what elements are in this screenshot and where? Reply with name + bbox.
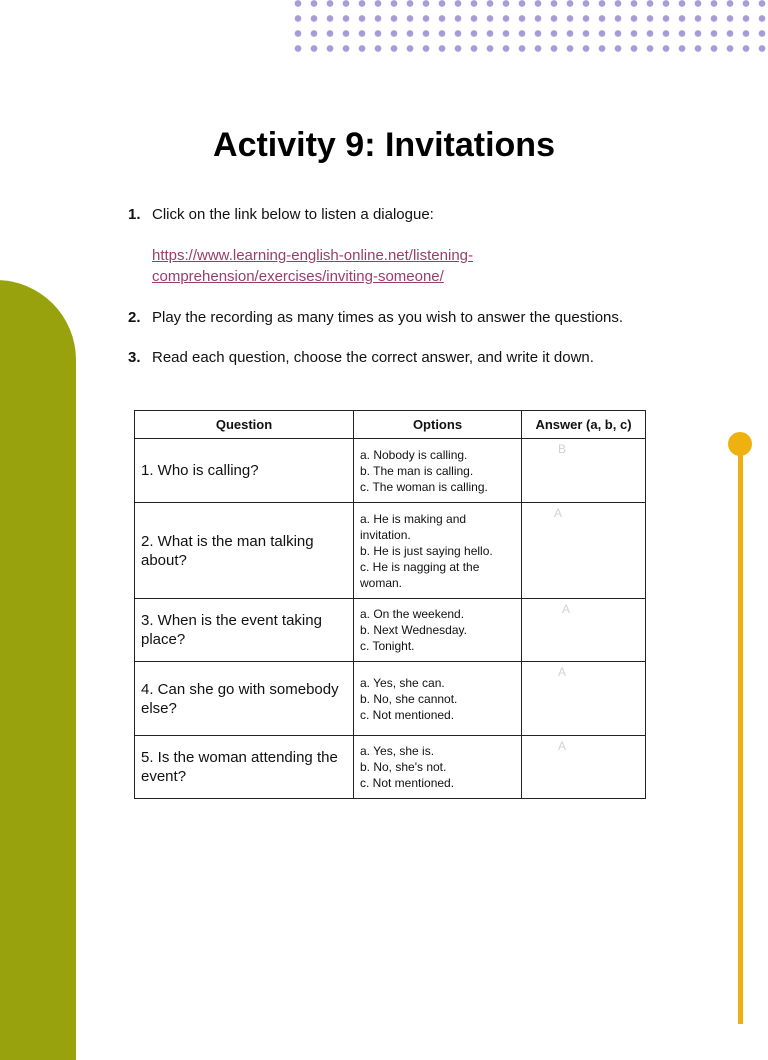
option-a: a. On the weekend. bbox=[360, 607, 465, 621]
question-cell: 4. Can she go with somebody else? bbox=[135, 662, 354, 736]
question-cell: 2. What is the man talking about? bbox=[135, 503, 354, 599]
table-row bbox=[135, 599, 646, 662]
answer-cell[interactable] bbox=[522, 439, 646, 503]
answer-cell[interactable] bbox=[522, 503, 646, 599]
option-b: b. He is just saying hello. bbox=[360, 543, 493, 558]
table-row bbox=[135, 662, 646, 736]
option-c: c. Not mentioned. bbox=[360, 707, 455, 722]
header-answer: Answer (a, b, c) bbox=[522, 411, 646, 439]
instruction-1-text: Click on the link below to listen a dialogue: bbox=[152, 206, 434, 223]
table-row bbox=[135, 736, 646, 799]
answer-cell[interactable] bbox=[522, 599, 646, 662]
decorative-dot-grid bbox=[290, 0, 768, 54]
option-a: a. He is making and invitation. bbox=[360, 511, 467, 542]
option-a: a. Yes, she can. bbox=[360, 675, 445, 690]
table-row bbox=[135, 439, 646, 503]
options-cell bbox=[354, 662, 522, 736]
instruction-2 bbox=[128, 309, 623, 326]
decorative-orange-line bbox=[738, 448, 743, 1024]
options-cell bbox=[354, 439, 522, 503]
option-c: c. Tonight. bbox=[360, 639, 415, 653]
option-b: b. The man is calling. bbox=[360, 463, 474, 478]
answer-text: A bbox=[562, 602, 571, 616]
instruction-2-number: 2. bbox=[128, 309, 141, 326]
answer-text: A bbox=[558, 665, 567, 679]
instruction-3-text: Read each question, choose the correct answer, and write it down. bbox=[152, 349, 594, 366]
questions-table bbox=[134, 410, 646, 799]
option-c: c. Not mentioned. bbox=[360, 776, 455, 790]
option-b: b. Next Wednesday. bbox=[360, 623, 467, 637]
answer-cell[interactable] bbox=[522, 662, 646, 736]
page-title: Activity 9: Invitations bbox=[213, 126, 555, 164]
instruction-1 bbox=[128, 206, 434, 223]
dialogue-link-line-1[interactable]: https://www.learning-english-online.net/listening- bbox=[152, 247, 474, 264]
dialogue-link-line-2[interactable]: comprehension/exercises/inviting-someone/ bbox=[152, 268, 444, 285]
options-cell bbox=[354, 599, 522, 662]
options-cell bbox=[354, 736, 522, 799]
option-b: b. No, she cannot. bbox=[360, 691, 458, 706]
header-options: Options bbox=[354, 411, 522, 439]
answer-text: B bbox=[558, 442, 567, 456]
table-header-row bbox=[135, 411, 646, 439]
instruction-3-number: 3. bbox=[128, 349, 141, 366]
decorative-orange-dot bbox=[728, 432, 752, 456]
option-c: c. The woman is calling. bbox=[360, 479, 488, 494]
dialogue-link[interactable] bbox=[152, 245, 552, 287]
option-a: a. Yes, she is. bbox=[360, 744, 435, 758]
answer-cell[interactable] bbox=[522, 736, 646, 799]
option-c: c. He is nagging at the woman. bbox=[360, 559, 480, 590]
table-row bbox=[135, 503, 646, 599]
decorative-green-bar bbox=[0, 280, 76, 1060]
answer-text: A bbox=[554, 506, 563, 520]
header-question: Question bbox=[135, 411, 354, 439]
question-cell: 3. When is the event taking place? bbox=[135, 599, 354, 662]
instruction-1-number: 1. bbox=[128, 206, 141, 223]
question-cell: 1. Who is calling? bbox=[135, 439, 354, 503]
instruction-3 bbox=[128, 349, 594, 366]
instruction-2-text: Play the recording as many times as you wish to answer the questions. bbox=[152, 309, 624, 326]
option-a: a. Nobody is calling. bbox=[360, 447, 468, 462]
options-cell bbox=[354, 503, 522, 599]
option-b: b. No, she's not. bbox=[360, 760, 447, 774]
question-cell: 5. Is the woman attending the event? bbox=[135, 736, 354, 799]
answer-text: A bbox=[558, 739, 567, 753]
